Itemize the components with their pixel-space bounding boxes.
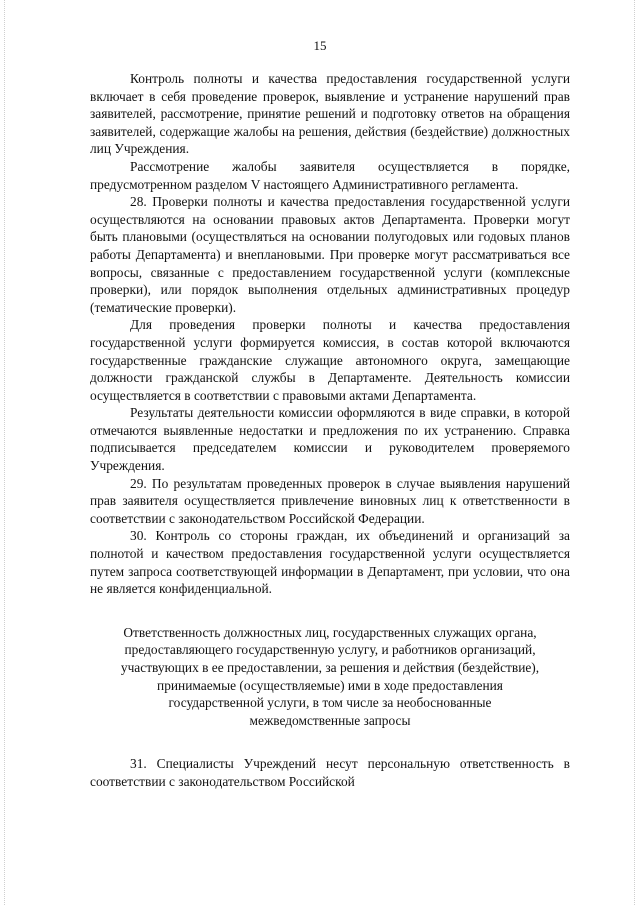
section-heading-line: принимаемые (осуществляемые) ими в ходе предоставления — [157, 677, 503, 693]
paragraph-complaint-review: Рассмотрение жалобы заявителя осуществляется в порядке, предусмотренном разделом V настоящего Административного регламента. — [90, 158, 570, 192]
paragraph-28-inspections: 28. Проверки полноты и качества предоставления государственной услуги осуществляются на основании правовых актов Департамента. Проверки могут быть плановыми (осуществляться на основании полугодовых или годовых планов работы Департамента) и внеплановыми. При проверке могут рассматриваться все вопросы, связанные с предоставлением государственной услуги (комплексные проверки), или порядок выполнения отдельных административных процедур (тематические проверки). — [90, 194, 570, 315]
section-heading-line: предоставляющего государственную услугу, и работников организаций, — [124, 642, 536, 658]
section-heading-line: участвующих в ее предоставлении, за решения и действия (бездействие), — [120, 660, 540, 675]
section-heading — [90, 624, 570, 730]
page-number: 15 — [313, 38, 327, 53]
section-heading-line: Ответственность должностных лиц, государственных служащих органа, — [123, 624, 537, 640]
scan-edge-right — [634, 0, 636, 905]
scan-edge-left — [4, 0, 6, 905]
paragraph-29-liability: 29. По результатам проведенных проверок в случае выявления нарушений прав заявителя осуществляется привлечение виновных лиц к ответственности в соответствии с законодательством Российской Федерации. — [90, 475, 570, 526]
document-body — [90, 70, 570, 791]
section-heading-line: межведомственные запросы — [249, 712, 411, 728]
paragraph-31-responsibility: 31. Специалисты Учреждений несут персональную ответственность в соответствии с законодательством Российской — [90, 756, 570, 789]
paragraph-30-public-control: 30. Контроль со стороны граждан, их объединений и организаций за полнотой и качеством предоставления государственной услуги осуществляется путем запроса соответствующей информации в Департамент, при условии, что она не является конфиденциальной. — [90, 528, 570, 597]
section-heading-line: государственной услуги, в том числе за необоснованные — [168, 695, 492, 711]
paragraph-commission: Для проведения проверки полноты и качества предоставления государственной услуги формируется комиссия, в состав которой включаются государственные гражданские служащие автономного округа, замещающие должности гражданской службы в Департаменте. Деятельность комиссии осуществляется в соответствии с правовыми актами Департамента. — [90, 317, 570, 403]
paragraph-control-scope: Контроль полноты и качества предоставления государственной услуги включает в себя проведение проверок, выявление и устранение нарушений прав заявителей, рассмотрение, принятие решений и подготовку ответов на обращения заявителей, содержащие жалобы на решения, действия (бездействие) должностных лиц Учреждения. — [90, 71, 570, 157]
paragraph-commission-results: Результаты деятельности комиссии оформляются в виде справки, в которой отмечаются выявленные недостатки и предложения по их устранению. Справка подписывается председателем комиссии и руководителем проверяемого Учреждения. — [90, 405, 570, 474]
